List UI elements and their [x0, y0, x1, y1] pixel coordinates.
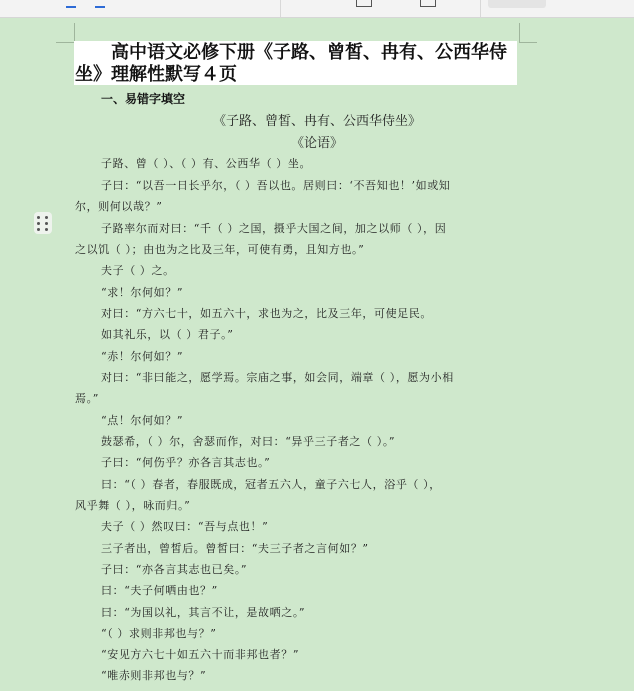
text-line: “求！尔何如？” — [101, 286, 184, 299]
document-title-line2: 坐》理解性默写４页 — [75, 64, 237, 85]
drag-handle-icon[interactable] — [34, 212, 52, 234]
page-corner-mark — [519, 42, 537, 43]
text-line: 尔，则何以哉？” — [75, 200, 163, 213]
text-line: “（ ）求则非邦也与？” — [101, 627, 217, 640]
toolbar-divider — [480, 0, 481, 17]
text-line: 曰：“（ ）春者，春服既成，冠者五六人，童子六七人，浴乎（ ）， — [101, 478, 441, 491]
text-line: 对曰：“非曰能之，愿学焉。宗庙之事，如会同，端章（ ），愿为小相 — [101, 371, 454, 384]
page-corner-mark — [74, 23, 75, 43]
document-title-line1: 高中语文必修下册《子路、曾皙、冉有、公西华侍 — [111, 42, 507, 63]
page-corner-mark — [519, 23, 520, 43]
text-line: 焉。” — [75, 392, 99, 405]
top-toolbar — [0, 0, 634, 18]
section-heading: 一、易错字填空 — [101, 92, 186, 106]
text-line: “安见方六七十如五六十而非邦也者？” — [101, 648, 300, 661]
document-title — [75, 42, 520, 86]
text-line: 子曰：“以吾一日长乎尔，（ ）吾以也。居则曰：‘不吾知也！’如或知 — [101, 179, 451, 192]
text-line: 之以饥（ ）；由也为之比及三年，可使有勇，且知方也。” — [75, 243, 365, 256]
text-line: 子曰：“何伤乎？亦各言其志也。” — [101, 456, 271, 469]
text-line: 风乎舞（ ），咏而归。” — [75, 499, 191, 512]
grid-icon[interactable] — [420, 0, 436, 7]
text-line: 鼓瑟希，（ ）尔，舍瑟而作，对曰：“异乎三子者之（ ）。” — [101, 435, 396, 448]
bookmark-icon[interactable] — [66, 0, 76, 8]
text-line: “点！尔何如？” — [101, 414, 184, 427]
text-line: 如其礼乐，以（ ）君子。” — [101, 328, 234, 341]
text-line: 夫子（ ）然叹曰：“吾与点也！” — [101, 520, 269, 533]
text-line: 曰：“夫子何哂由也？” — [101, 584, 218, 597]
text-title: 《子路、曾皙、冉有、公西华侍坐》 — [212, 114, 421, 129]
text-line: 子路率尔而对曰：“千（ ）之国，摄乎大国之间，加之以师（ ），因 — [101, 222, 447, 235]
text-line: “赤！尔何如？” — [101, 350, 184, 363]
toolbar-divider — [280, 0, 281, 17]
copy-icon[interactable] — [356, 0, 372, 7]
list-icon[interactable] — [95, 0, 105, 8]
source-label: 《论语》 — [290, 136, 343, 151]
text-line: 曰：“为国以礼，其言不让，是故哂之。” — [101, 606, 306, 619]
text-line: 子曰：“亦各言其志也已矣。” — [101, 563, 248, 576]
text-line: 夫子（ ）之。 — [101, 264, 175, 277]
page-corner-mark — [56, 42, 74, 43]
toolbar-button[interactable] — [488, 0, 546, 8]
text-line: 三子者出，曾皙后。曾皙曰：“夫三子者之言何如？” — [101, 542, 369, 555]
text-line: “唯赤则非邦也与？” — [101, 669, 207, 682]
text-line: 子路、曾（ ）、（ ）有、公西华（ ）坐。 — [101, 157, 312, 170]
text-line: 对曰：“方六七十，如五六十，求也为之，比及三年，可使足民。 — [101, 307, 433, 320]
